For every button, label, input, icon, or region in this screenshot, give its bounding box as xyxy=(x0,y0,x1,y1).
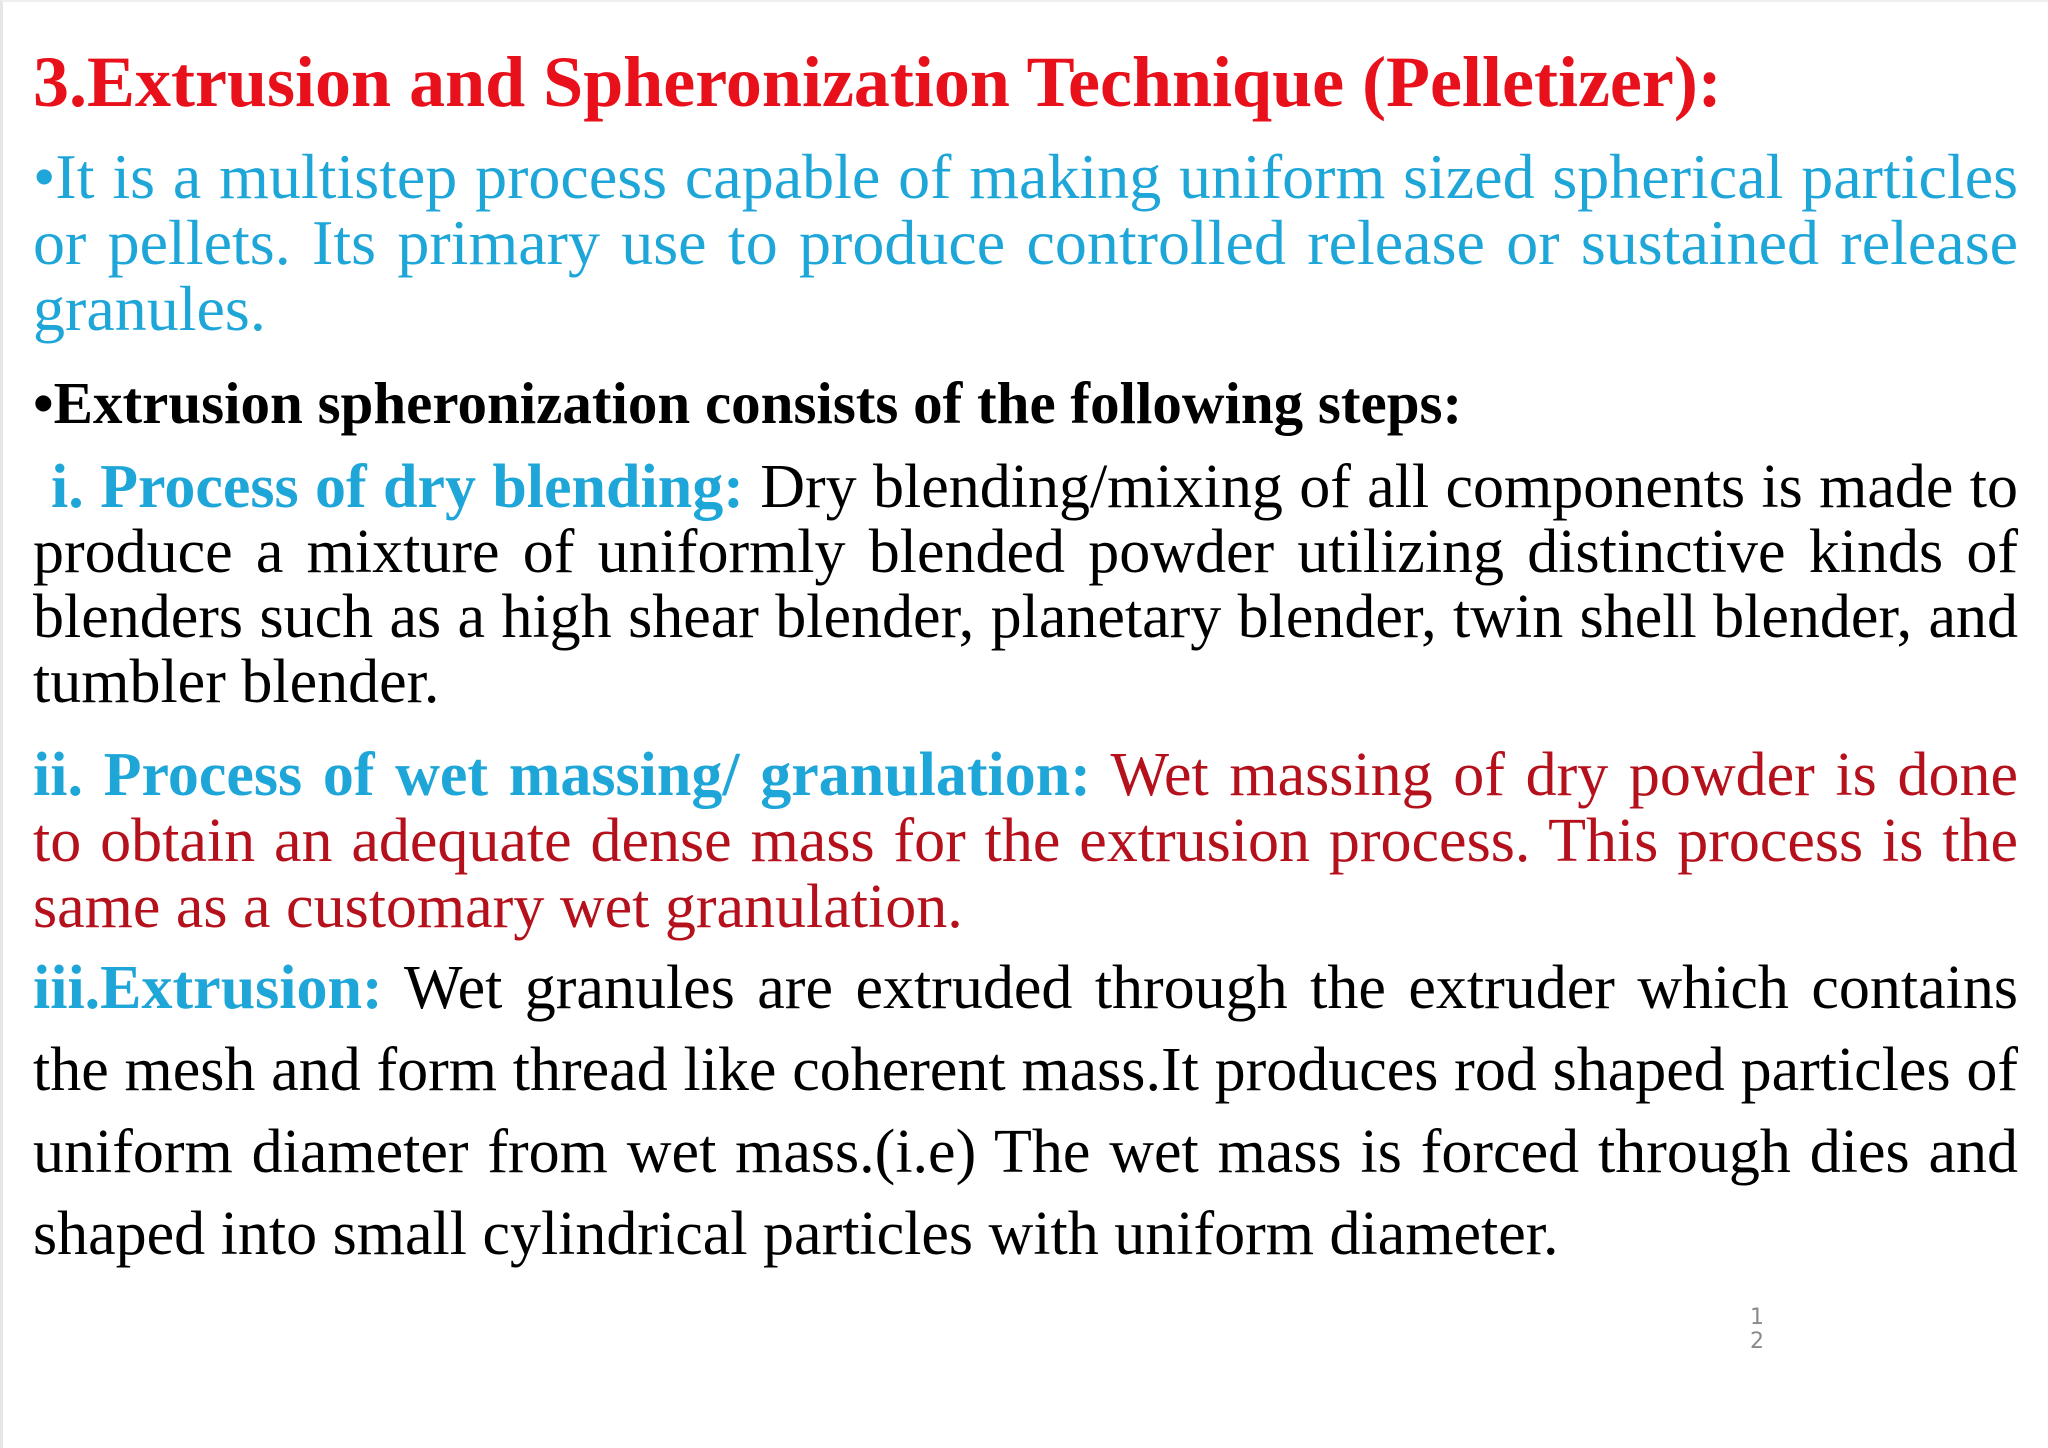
step-label: i. Process of dry blending: xyxy=(51,453,744,521)
page-number xyxy=(1745,1306,1769,1354)
steps-heading: •Extrusion spheronization consists of the following steps: xyxy=(33,370,1463,436)
step-wet-massing xyxy=(33,742,2018,940)
intro-paragraph: •It is a multistep process capable of making uniform sized spherical particles or pellets. Its primary use to produce controlled release or sustained release granules. xyxy=(33,141,2018,344)
slide-title: 3.Extrusion and Spheronization Technique (Pelletizer): xyxy=(33,42,1722,122)
step-label: iii.Extrusion: xyxy=(33,954,383,1022)
step-text: Wet granules are extruded through the extruder which contains the mesh and form thread like coherent mass.It produces rod shaped particles of uniform diameter from wet mass.(i.e) The wet mass is forced through dies and shaped into small cylindrical particles with uniform diameter. xyxy=(33,954,2018,1268)
page-number-digit: 2 xyxy=(1750,1329,1764,1354)
step-extrusion xyxy=(33,947,2018,1275)
page-number-digit: 1 xyxy=(1750,1305,1764,1330)
step-text: Wet massing of dry powder is done to obtain an adequate dense mass for the extrusion process. This process is the same as a customary wet granulation. xyxy=(33,741,2018,941)
step-dry-blending xyxy=(33,455,2018,715)
step-label: ii. Process of wet massing/ granulation: xyxy=(33,741,1091,809)
step-text: Dry blending/mixing of all components is made to produce a mixture of uniformly blended powder utilizing distinctive kinds of blenders such as a high shear blender, planetary blender, twin shell blender, and tumbler blender. xyxy=(33,453,2018,716)
